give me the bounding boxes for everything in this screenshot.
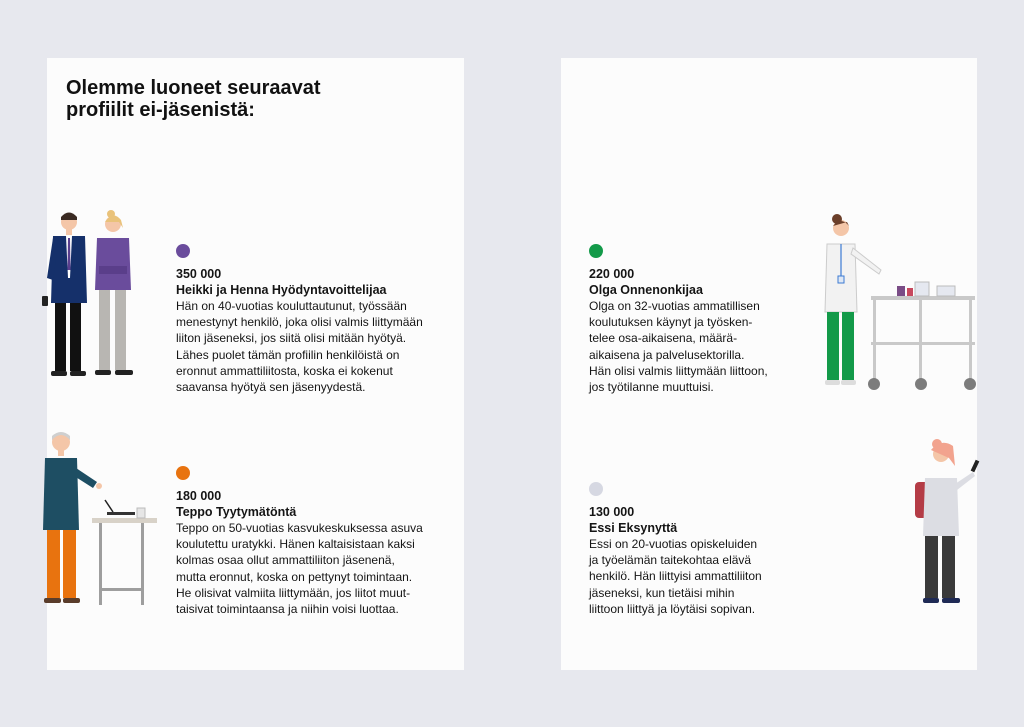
profile-text-line: ja työelämän taitekohtaa elävä xyxy=(589,553,752,568)
profile-count: 220 000 xyxy=(589,267,635,281)
profile-teppo xyxy=(176,466,423,617)
profile-text-line: menestynyt henkilö, joka olisi valmis liittymään xyxy=(176,315,423,330)
illustration-olga xyxy=(819,214,977,392)
profile-text-line: Olga on 32-vuotias ammatillisen xyxy=(589,299,760,313)
profile-dot xyxy=(589,244,603,258)
left-page xyxy=(47,58,464,670)
profile-text-line: henkilö. Hän liittyisi ammattiliiton xyxy=(589,569,762,584)
profile-text-line: He olisivat valmiita liittymään, jos liitot muut- xyxy=(176,585,411,600)
profile-text-line: eronnut ammattiliitosta, koska ei kokenut xyxy=(176,363,393,378)
profile-dot xyxy=(176,244,190,258)
profile-text-line: Lähes puolet tämän profiilin henkilöistä on xyxy=(176,347,400,362)
profile-name: Teppo Tyytymätöntä xyxy=(176,505,297,519)
profile-heikki-henna xyxy=(176,244,423,395)
profile-text-line: saavansa hyötyä sen jäsenyydestä. xyxy=(176,380,366,395)
profile-name: Olga Onnenonkijaa xyxy=(589,283,703,297)
heading-line-1: Olemme luoneet seuraavat xyxy=(66,77,321,99)
profile-text-line: liiton jäseneksi, jos siitä olisi mitään hyötyä. xyxy=(176,331,407,346)
profile-text-line: Hän olisi valmis liittymään liittoon, xyxy=(589,363,768,378)
profile-text-line: koulutettu uratykki. Hänen kaltaisistaan kaksi xyxy=(176,537,415,552)
illustration-teppo xyxy=(37,430,157,612)
profile-text-line: Essi on 20-vuotias opiskeluiden xyxy=(589,537,758,551)
profile-count: 130 000 xyxy=(589,505,635,519)
profile-text-line: koulutuksen käynyt ja työsken- xyxy=(589,315,753,330)
profile-text-line: kolmas osaa ollut ammattiliiton jäsenenä, xyxy=(176,553,395,568)
page-heading xyxy=(66,77,426,121)
profile-count: 180 000 xyxy=(176,489,222,503)
illustration-heikki-henna xyxy=(39,208,149,388)
right-page xyxy=(561,58,977,670)
profile-count: 350 000 xyxy=(176,267,222,281)
profile-text-line: Teppo on 50-vuotias kasvukeskuksessa asuva xyxy=(176,521,423,535)
illustration-essi xyxy=(909,436,989,610)
profile-text-line: taisivat toimintaansa ja niihin voisi luottaa. xyxy=(176,602,399,617)
profile-text-line: mutta eronnut, koska on pettynyt toimintaan. xyxy=(176,569,413,584)
profile-text-line: Hän on 40-vuotias kouluttautunut, työssään xyxy=(176,299,407,313)
profile-text-line: jäseneksi, kun tietäisi mihin xyxy=(589,585,735,600)
profile-essi xyxy=(589,482,762,617)
profile-text-line: aikaisena ja palvelusektorilla. xyxy=(589,347,745,362)
profile-text-line: telee osa-aikaisena, määrä- xyxy=(589,331,738,346)
profile-dot xyxy=(176,466,190,480)
profile-text-line: jos työtilanne muuttuisi. xyxy=(589,380,714,395)
profile-text-line: liittoon liittyä ja löytäisi sopivan. xyxy=(589,601,756,616)
profile-olga xyxy=(589,244,768,395)
profile-name: Essi Eksynyttä xyxy=(589,521,678,535)
heading-line-2: profiilit ei-jäsenistä: xyxy=(66,99,255,121)
profile-name: Heikki ja Henna Hyödyntavoittelijaa xyxy=(176,283,387,297)
profile-dot xyxy=(589,482,603,496)
